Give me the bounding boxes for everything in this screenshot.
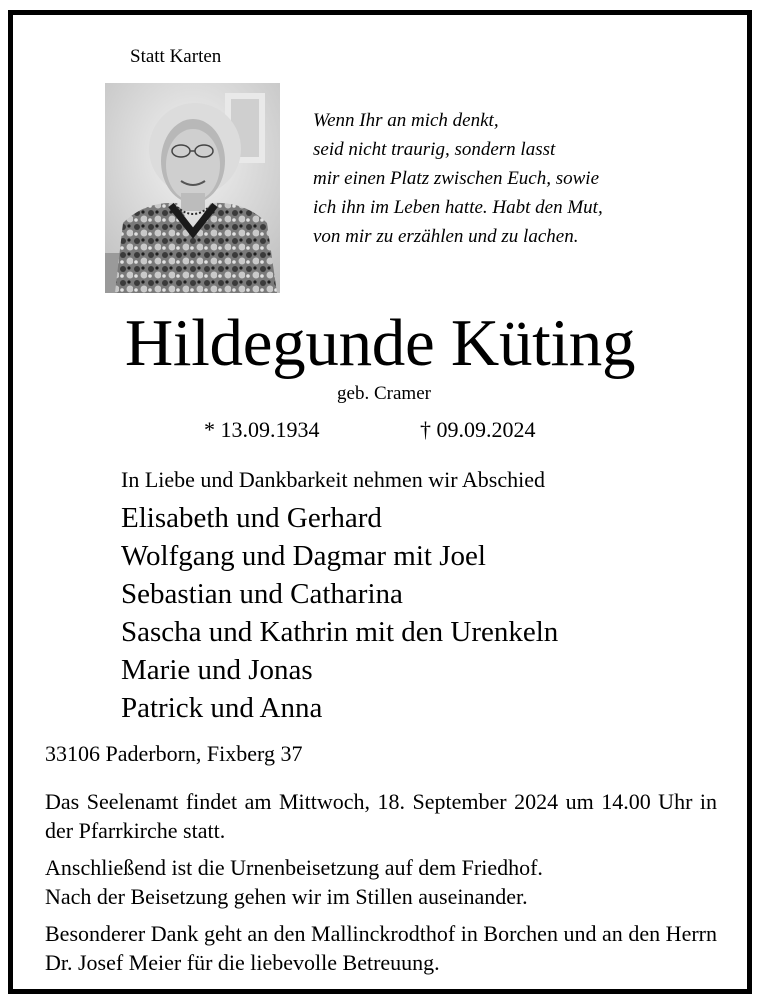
- family-address: 33106 Paderborn, Fixberg 37: [45, 741, 303, 766]
- requiem-paragraph: Das Seelenamt findet am Mittwoch, 18. September 2024 um 14.00 Uhr in der Pfarrkirche statt.: [45, 789, 717, 843]
- mourner-name: Sebastian und Catharina: [121, 578, 403, 610]
- burial-line: Anschließend ist die Urnenbeisetzung auf dem Friedhof.: [45, 855, 543, 880]
- mourner-name: Wolfgang und Dagmar mit Joel: [121, 540, 486, 572]
- burial-note-line: Nach der Beisetzung gehen wir im Stillen auseinander.: [45, 884, 528, 909]
- burial-paragraph: [45, 853, 717, 911]
- statt-karten-label: Statt Karten: [130, 46, 222, 67]
- death-date: † 09.09.2024: [420, 417, 536, 442]
- poem-line: Wenn Ihr an mich denkt,: [313, 110, 499, 131]
- thanks-paragraph: Besonderer Dank geht an den Mallinckrodthof in Borchen und an den Herrn Dr. Josef Meier für die liebevolle Betreuung.: [45, 921, 717, 975]
- deceased-name: Hildegunde Küting: [124, 306, 636, 380]
- poem-line: mir einen Platz zwischen Euch, sowie: [313, 168, 600, 189]
- mourner-name: Marie und Jonas: [121, 654, 313, 686]
- poem-line: von mir zu erzählen und zu lachen.: [313, 226, 579, 247]
- obituary-frame: [8, 10, 752, 994]
- birth-date: * 13.09.1934: [204, 417, 320, 442]
- mourners-list: [121, 499, 558, 727]
- poem-line: ich ihn im Leben hatte. Habt den Mut,: [313, 197, 603, 218]
- portrait-photo: [105, 83, 280, 293]
- mourner-name: Sascha und Kathrin mit den Urenkeln: [121, 616, 559, 648]
- portrait-photo-icon: [105, 83, 280, 293]
- mourner-name: Patrick und Anna: [121, 692, 323, 724]
- poem: [313, 106, 603, 251]
- birth-name: geb. Cramer: [337, 383, 431, 404]
- mourners-intro: In Liebe und Dankbarkeit nehmen wir Abschied: [121, 467, 545, 492]
- poem-line: seid nicht traurig, sondern lasst: [313, 139, 556, 160]
- mourner-name: Elisabeth und Gerhard: [121, 502, 382, 534]
